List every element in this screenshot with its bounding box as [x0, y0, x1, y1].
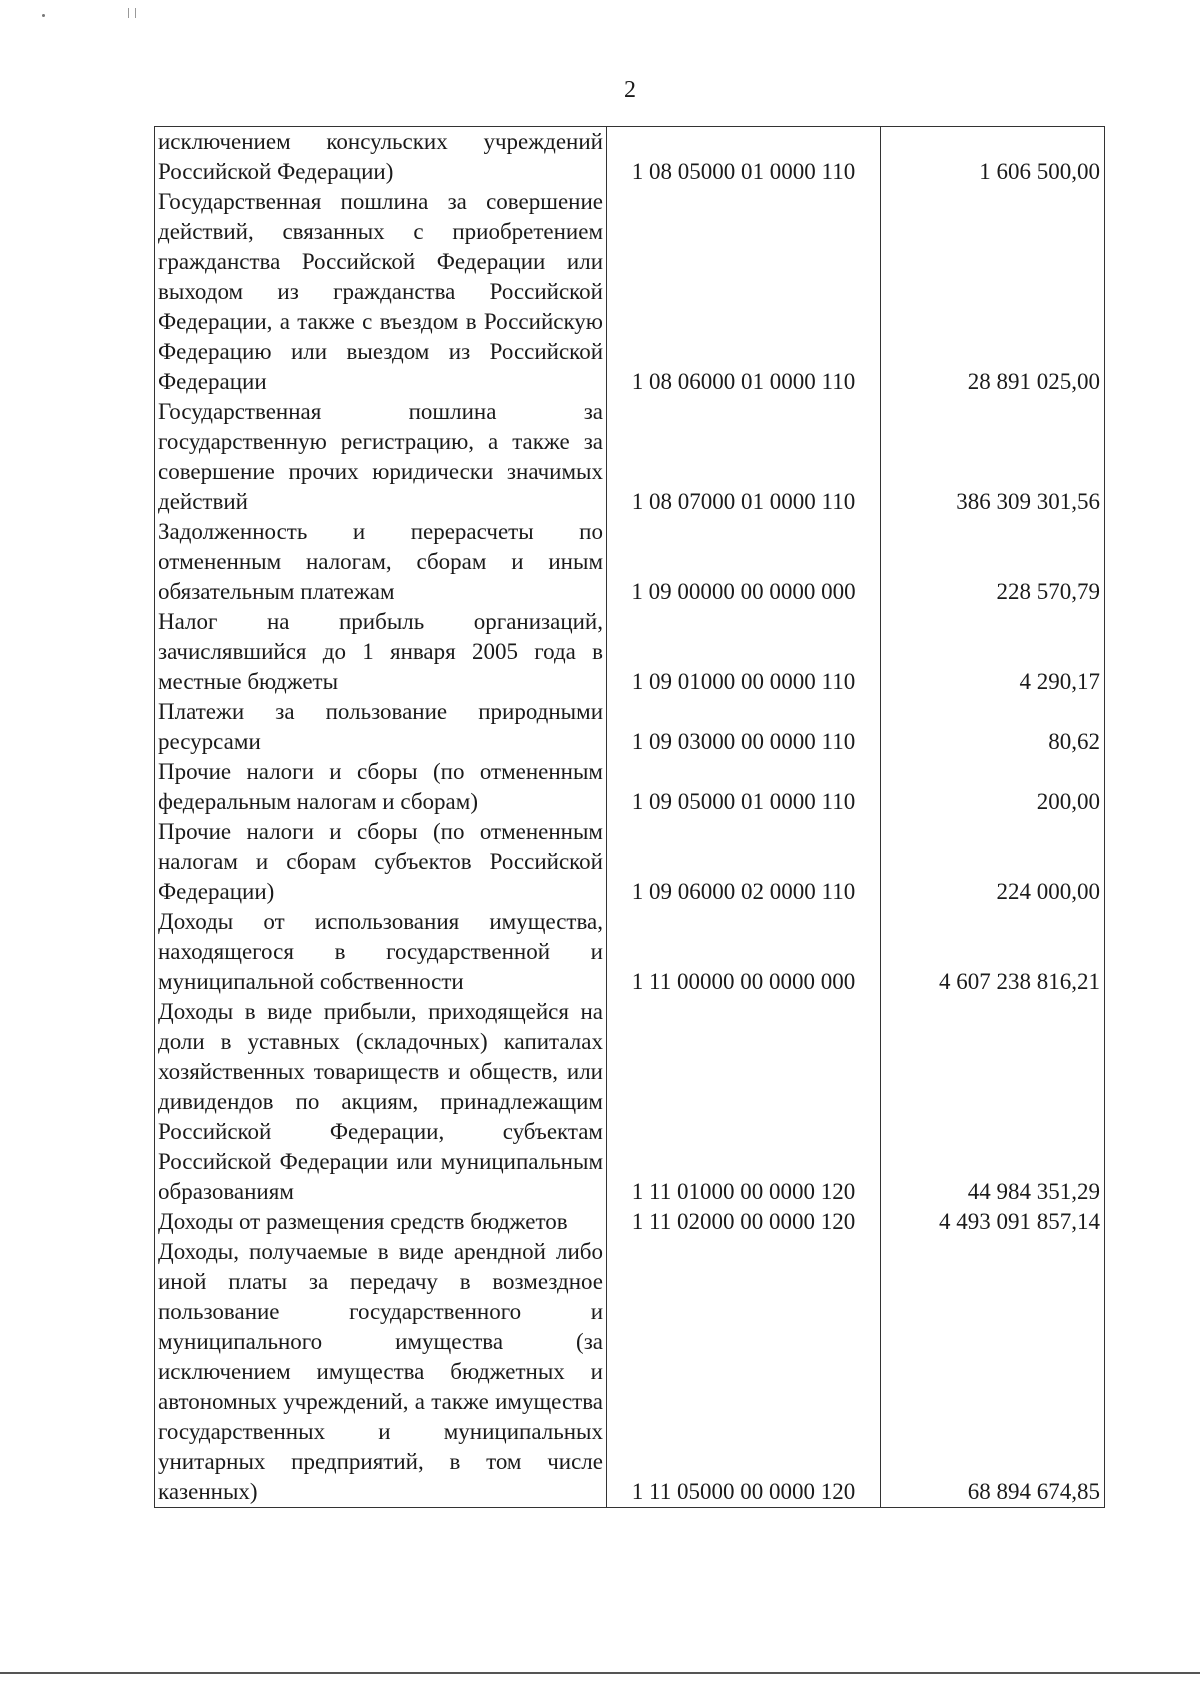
table-row — [155, 187, 1105, 397]
revenue-name: Прочие налоги и сборы (по отмененным налогам и сборам субъектов Российской Федерации) — [155, 817, 607, 907]
revenue-name: Государственная пошлина за совершение действий, связанных с приобретением гражданства Российской Федерации или выходом из гражданства Российской Федерации, а также с въездом в Российскую Федерацию или выездом из Российской Федерации — [155, 187, 607, 397]
budget-code: 1 09 05000 01 0000 110 — [607, 757, 881, 817]
revenue-name: Доходы от размещения средств бюджетов — [155, 1207, 607, 1237]
revenue-name: Доходы в виде прибыли, приходящейся на доли в уставных (складочных) капиталах хозяйственных товариществ и обществ, или дивидендов по акциям, принадлежащим Российской Федерации, субъектам Российской Федерации или муниципальным образованиям — [155, 997, 607, 1207]
revenue-name: исключением консульских учреждений Российской Федерации) — [155, 127, 607, 188]
revenue-table — [154, 126, 1105, 1508]
budget-code: 1 08 05000 01 0000 110 — [607, 127, 881, 188]
revenue-name: Государственная пошлина за государственную регистрацию, а также за совершение прочих юридически значимых действий — [155, 397, 607, 517]
revenue-name: Платежи за пользование природными ресурсами — [155, 697, 607, 757]
budget-code: 1 11 01000 00 0000 120 — [607, 997, 881, 1207]
table-row — [155, 757, 1105, 817]
table-row — [155, 907, 1105, 997]
amount: 80,62 — [881, 697, 1105, 757]
budget-code: 1 09 00000 00 0000 000 — [607, 517, 881, 607]
budget-code: 1 08 07000 01 0000 110 — [607, 397, 881, 517]
budget-code: 1 09 06000 02 0000 110 — [607, 817, 881, 907]
table-row — [155, 517, 1105, 607]
table-row — [155, 817, 1105, 907]
page-number: 2 — [624, 77, 636, 103]
table-row — [155, 697, 1105, 757]
scan-artifact — [128, 8, 136, 18]
amount: 1 606 500,00 — [881, 127, 1105, 188]
budget-code: 1 08 06000 01 0000 110 — [607, 187, 881, 397]
table-row — [155, 127, 1105, 188]
amount: 4 290,17 — [881, 607, 1105, 697]
amount: 224 000,00 — [881, 817, 1105, 907]
budget-code: 1 11 00000 00 0000 000 — [607, 907, 881, 997]
revenue-name: Доходы от использования имущества, находящегося в государственной и муниципальной собственности — [155, 907, 607, 997]
table-row — [155, 997, 1105, 1207]
revenue-name: Налог на прибыль организаций, зачислявшийся до 1 января 2005 года в местные бюджеты — [155, 607, 607, 697]
amount: 68 894 674,85 — [881, 1237, 1105, 1508]
table-row — [155, 607, 1105, 697]
amount: 386 309 301,56 — [881, 397, 1105, 517]
budget-code: 1 11 05000 00 0000 120 — [607, 1237, 881, 1508]
scan-artifact — [42, 14, 45, 17]
amount: 4 607 238 816,21 — [881, 907, 1105, 997]
amount: 200,00 — [881, 757, 1105, 817]
budget-code: 1 11 02000 00 0000 120 — [607, 1207, 881, 1237]
revenue-name: Задолженность и перерасчеты по отмененным налогам, сборам и иным обязательным платежам — [155, 517, 607, 607]
amount: 4 493 091 857,14 — [881, 1207, 1105, 1237]
table-row — [155, 1237, 1105, 1508]
table-row — [155, 397, 1105, 517]
amount: 228 570,79 — [881, 517, 1105, 607]
revenue-name: Прочие налоги и сборы (по отмененным федеральным налогам и сборам) — [155, 757, 607, 817]
revenue-name: Доходы, получаемые в виде арендной либо иной платы за передачу в возмездное пользование государственного и муниципального имущества (за исключением имущества бюджетных и автономных учреждений, а также имущества государственных и муниципальных унитарных предприятий, в том числе казенных) — [155, 1237, 607, 1508]
budget-code: 1 09 01000 00 0000 110 — [607, 607, 881, 697]
table-row — [155, 1207, 1105, 1237]
budget-code: 1 09 03000 00 0000 110 — [607, 697, 881, 757]
amount: 44 984 351,29 — [881, 997, 1105, 1207]
scan-edge-line — [0, 1672, 1200, 1674]
amount: 28 891 025,00 — [881, 187, 1105, 397]
